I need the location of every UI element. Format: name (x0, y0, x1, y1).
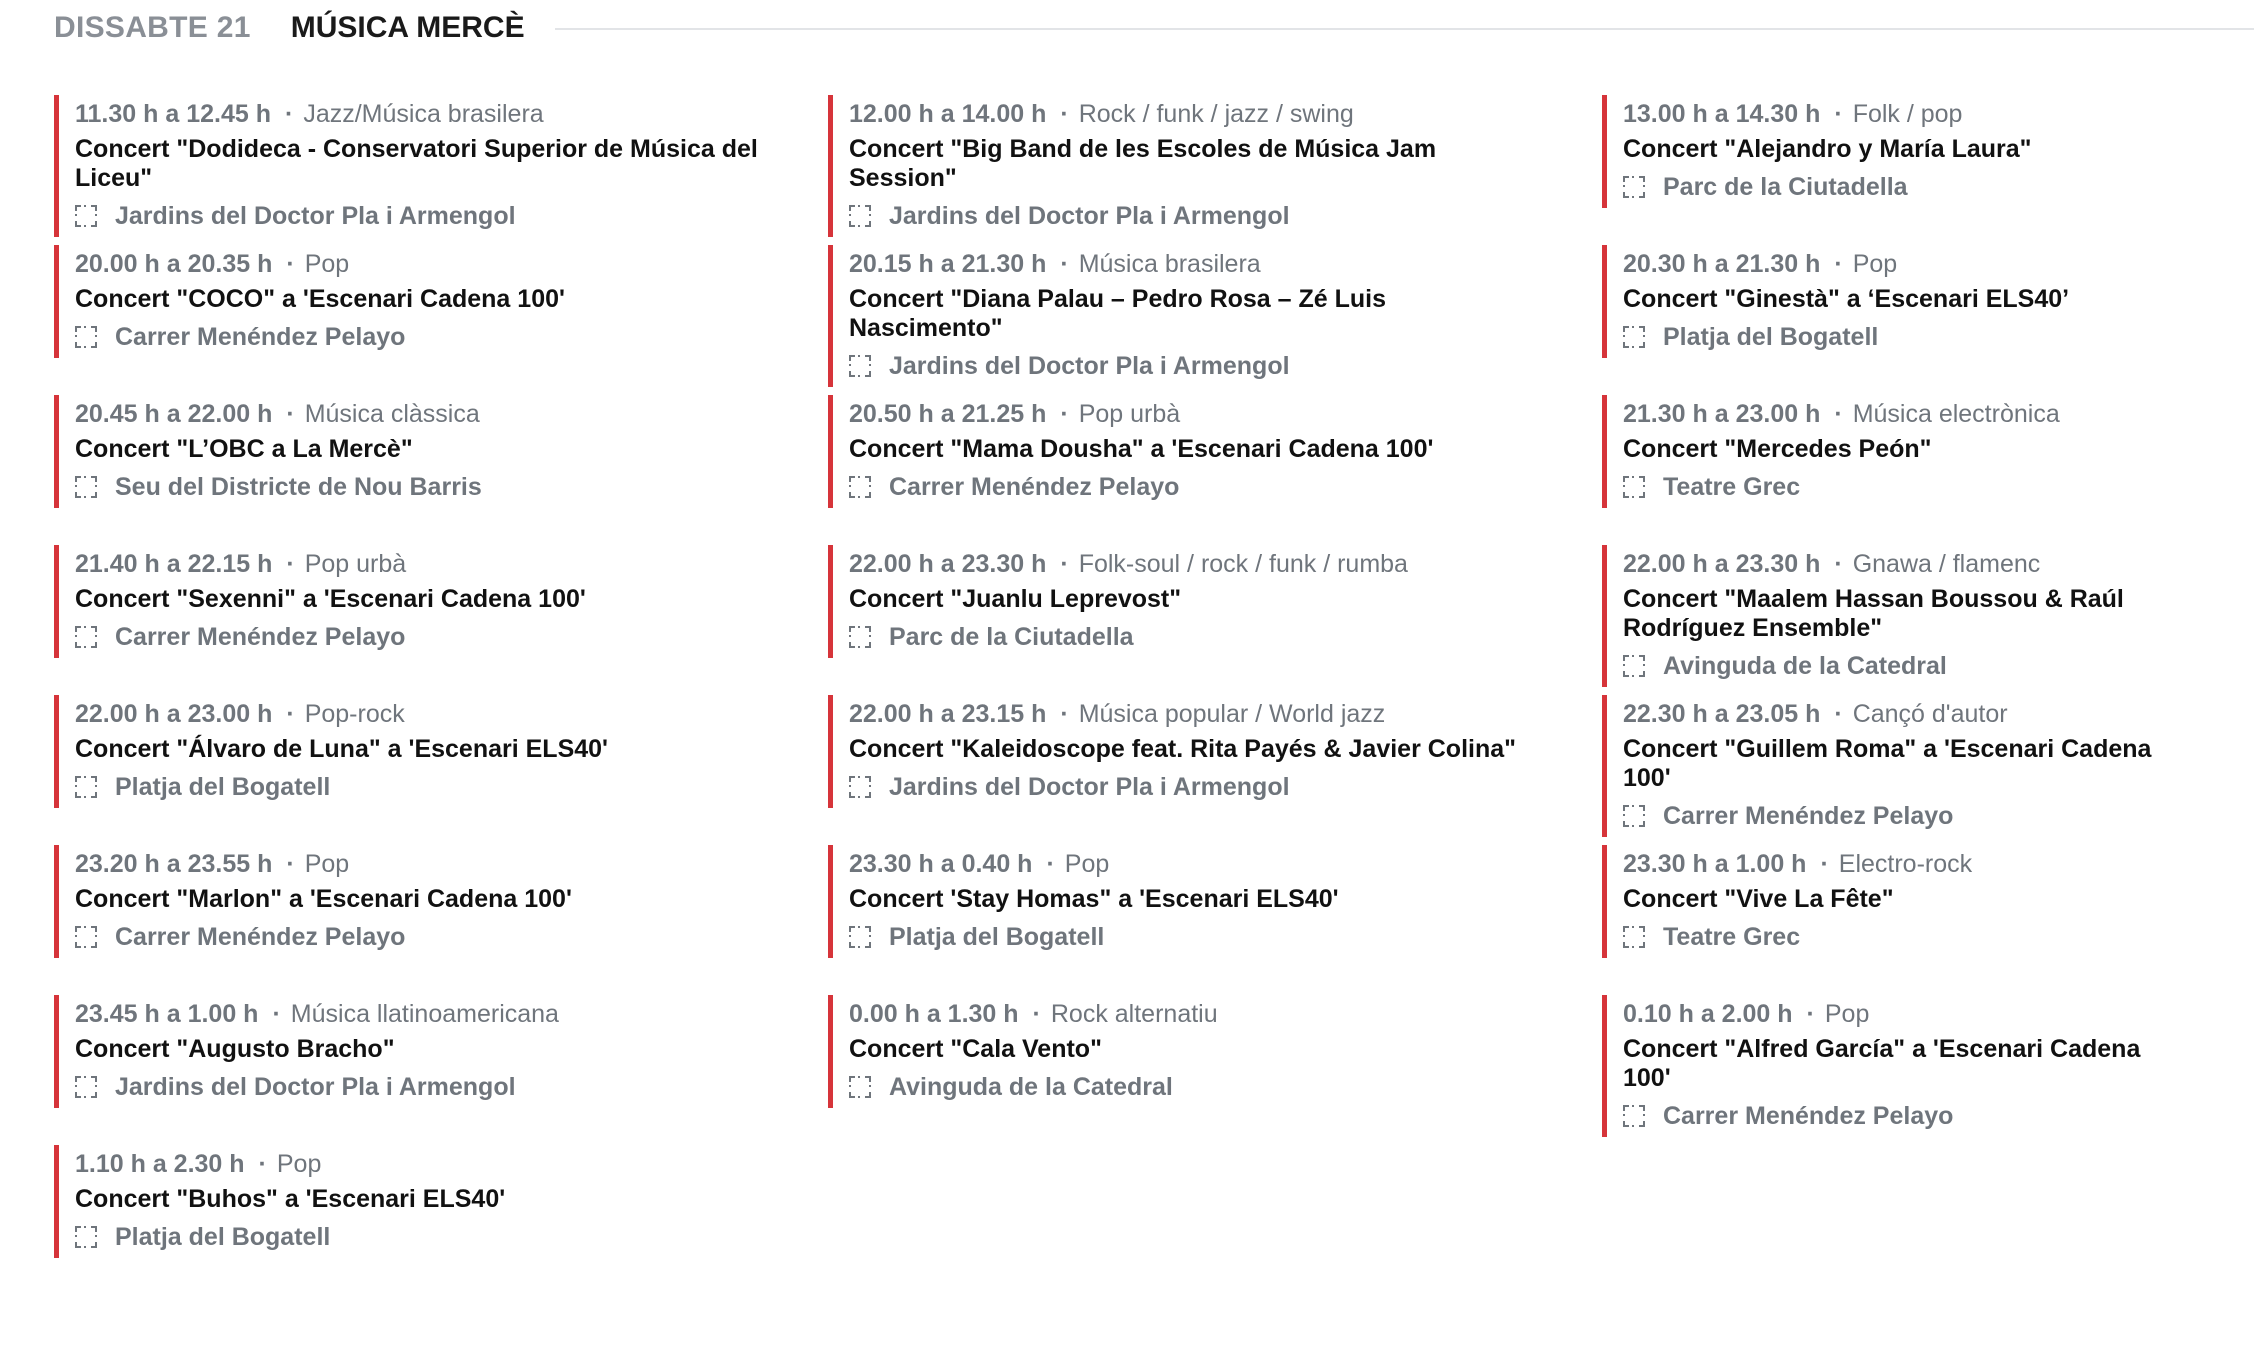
event-card[interactable] (1602, 545, 2242, 687)
event-title[interactable]: Concert "L’OBC a La Mercè" (75, 435, 413, 463)
event-venue-name: Carrer Menéndez Pelayo (115, 923, 406, 951)
event-genre: Pop (304, 850, 350, 878)
event-venue[interactable] (1623, 470, 2182, 504)
event-time: 23.30 h a 0.40 h (849, 850, 1033, 878)
event-title[interactable]: Concert "Augusto Bracho" (75, 1035, 395, 1063)
location-frame-icon (75, 476, 97, 498)
event-venue[interactable] (75, 1220, 768, 1254)
event-venue-name: Jardins del Doctor Pla i Armengol (889, 773, 1290, 801)
event-title[interactable]: Concert "Big Band de les Escoles de Música Jam Session" (849, 135, 1437, 192)
event-time: 0.00 h a 1.30 h (849, 1000, 1019, 1028)
event-card[interactable] (828, 245, 1602, 387)
location-frame-icon (849, 776, 871, 798)
event-time: 1.10 h a 2.30 h (75, 1150, 245, 1178)
event-venue-name: Seu del Districte de Nou Barris (115, 473, 482, 501)
event-venue[interactable] (1623, 320, 2182, 354)
event-venue[interactable] (1623, 170, 2182, 204)
event-time: 20.30 h a 21.30 h (1623, 250, 1821, 278)
event-time: 20.15 h a 21.30 h (849, 250, 1047, 278)
location-frame-icon (849, 205, 871, 227)
separator-dot: · (1834, 250, 1843, 278)
location-frame-icon (1623, 655, 1645, 677)
separator-dot: · (286, 550, 295, 578)
section-header (54, 8, 2254, 48)
separator-dot: · (284, 100, 294, 128)
event-genre: Pop (1824, 1000, 1870, 1028)
event-time: 20.50 h a 21.25 h (849, 400, 1047, 428)
location-frame-icon (849, 926, 871, 948)
event-genre: Música clàssica (304, 400, 480, 428)
separator-dot: · (1834, 100, 1843, 128)
separator-dot: · (1834, 400, 1843, 428)
event-time: 12.00 h a 14.00 h (849, 100, 1047, 128)
event-card[interactable] (54, 695, 828, 808)
separator-dot: · (286, 400, 295, 428)
event-card[interactable] (1602, 695, 2242, 837)
event-venue[interactable] (75, 770, 768, 804)
separator-dot: · (1060, 100, 1069, 128)
event-card[interactable] (828, 995, 1602, 1108)
event-genre: Música electrònica (1852, 400, 2060, 428)
event-title[interactable]: Concert "Alfred García" a 'Escenari Cadena 100' (1623, 1035, 2141, 1092)
event-genre: Música popular / World jazz (1078, 700, 1386, 728)
event-meta (75, 397, 768, 431)
separator-dot: · (1820, 850, 1829, 878)
event-card[interactable] (54, 545, 828, 658)
event-genre: Pop urbà (1078, 400, 1181, 428)
event-genre: Pop (1852, 250, 1898, 278)
event-venue-name: Carrer Menéndez Pelayo (889, 473, 1180, 501)
event-venue-name: Jardins del Doctor Pla i Armengol (889, 352, 1290, 380)
location-frame-icon (1623, 326, 1645, 348)
separator-dot: · (1834, 700, 1843, 728)
event-title[interactable]: Concert "COCO" a 'Escenari Cadena 100' (75, 285, 565, 313)
header-divider (555, 28, 2254, 30)
event-meta (1623, 547, 2182, 581)
event-genre: Rock alternatiu (1050, 1000, 1218, 1028)
event-venue[interactable] (75, 199, 768, 233)
separator-dot: · (286, 700, 295, 728)
event-meta (849, 997, 1542, 1031)
event-genre: Música brasilera (1078, 250, 1261, 278)
separator-dot: · (1046, 850, 1055, 878)
event-genre: Pop (304, 250, 350, 278)
event-title[interactable]: Concert "Buhos" a 'Escenari ELS40' (75, 1185, 506, 1213)
event-card[interactable] (1602, 95, 2242, 208)
event-venue[interactable] (849, 770, 1542, 804)
separator-dot: · (1060, 550, 1069, 578)
event-venue-name: Platja del Bogatell (889, 923, 1105, 951)
event-title[interactable]: Concert "Kaleidoscope feat. Rita Payés & Javier Colina" (849, 735, 1516, 763)
event-title[interactable]: Concert "Álvaro de Luna" a 'Escenari ELS40' (75, 735, 608, 763)
event-venue[interactable] (1623, 799, 2182, 833)
event-venue-name: Carrer Menéndez Pelayo (115, 623, 406, 651)
event-card[interactable] (54, 995, 828, 1108)
event-venue-name: Teatre Grec (1663, 473, 1801, 501)
event-venue-name: Carrer Menéndez Pelayo (1663, 802, 1954, 830)
event-meta (1623, 697, 2182, 731)
separator-dot: · (272, 1000, 281, 1028)
event-meta (849, 547, 1542, 581)
location-frame-icon (1623, 926, 1645, 948)
event-venue-name: Platja del Bogatell (115, 1223, 331, 1251)
event-meta (1623, 247, 2182, 281)
event-title[interactable]: Concert "Mercedes Peón" (1623, 435, 1932, 463)
event-time: 22.00 h a 23.30 h (849, 550, 1047, 578)
event-meta (849, 247, 1542, 281)
event-meta (1623, 997, 2182, 1031)
separator-dot: · (1060, 700, 1069, 728)
event-title[interactable]: Concert 'Stay Homas" a 'Escenari ELS40' (849, 885, 1339, 913)
event-title[interactable]: Concert "Sexenni" a 'Escenari Cadena 100' (75, 585, 586, 613)
event-meta (75, 697, 768, 731)
event-venue[interactable] (75, 920, 768, 954)
event-title[interactable]: Concert "Alejandro y María Laura" (1623, 135, 2032, 163)
event-meta (1623, 397, 2182, 431)
event-card[interactable] (54, 395, 828, 508)
event-time: 20.45 h a 22.00 h (75, 400, 273, 428)
event-card[interactable] (1602, 395, 2242, 508)
separator-dot: · (286, 850, 295, 878)
event-card[interactable] (54, 95, 828, 237)
event-venue-name: Platja del Bogatell (115, 773, 331, 801)
event-card[interactable] (828, 95, 1602, 237)
event-card[interactable] (828, 695, 1602, 808)
location-frame-icon (1623, 476, 1645, 498)
event-time: 22.30 h a 23.05 h (1623, 700, 1821, 728)
event-venue[interactable] (75, 620, 768, 654)
location-frame-icon (849, 355, 871, 377)
location-frame-icon (849, 476, 871, 498)
event-meta (849, 697, 1542, 731)
event-genre: Folk / pop (1852, 100, 1963, 128)
event-venue-name: Platja del Bogatell (1663, 323, 1879, 351)
event-grid (54, 95, 2254, 1295)
event-genre: Pop-rock (304, 700, 405, 728)
separator-dot: · (1834, 550, 1843, 578)
event-venue-name: Jardins del Doctor Pla i Armengol (889, 202, 1290, 230)
separator-dot: · (286, 250, 295, 278)
location-frame-icon (75, 776, 97, 798)
section-title: MÚSICA MERCÈ (290, 11, 525, 44)
event-venue[interactable] (849, 620, 1542, 654)
event-title[interactable]: Concert "Maalem Hassan Boussou & Raúl Rodríguez Ensemble" (1623, 585, 2124, 642)
event-meta (849, 397, 1542, 431)
event-venue[interactable] (1623, 649, 2182, 683)
event-title[interactable]: Concert "Ginestà" a ‘Escenari ELS40’ (1623, 285, 2070, 313)
event-title[interactable]: Concert "Cala Vento" (849, 1035, 1102, 1063)
location-frame-icon (75, 626, 97, 648)
event-card[interactable] (54, 245, 828, 358)
event-time: 23.30 h a 1.00 h (1623, 850, 1807, 878)
event-time: 0.10 h a 2.00 h (1623, 1000, 1793, 1028)
event-card[interactable] (1602, 845, 2242, 958)
event-time: 21.30 h a 23.00 h (1623, 400, 1821, 428)
location-frame-icon (849, 626, 871, 648)
event-time: 23.45 h a 1.00 h (75, 1000, 259, 1028)
event-time: 22.00 h a 23.00 h (75, 700, 273, 728)
event-meta (75, 547, 768, 581)
event-genre: Rock / funk / jazz / swing (1078, 100, 1354, 128)
event-meta (75, 247, 768, 281)
event-meta (849, 847, 1542, 881)
event-genre: Jazz/Música brasilera (303, 100, 544, 128)
event-time: 22.00 h a 23.15 h (849, 700, 1047, 728)
event-meta (1623, 97, 2182, 131)
event-venue[interactable] (75, 470, 768, 504)
event-venue[interactable] (1623, 1099, 2182, 1133)
location-frame-icon (1623, 176, 1645, 198)
event-card[interactable] (828, 545, 1602, 658)
event-time: 23.20 h a 23.55 h (75, 850, 273, 878)
event-card[interactable] (828, 395, 1602, 508)
event-meta (849, 97, 1542, 131)
separator-dot: · (1806, 1000, 1815, 1028)
event-venue[interactable] (849, 349, 1542, 383)
event-meta (75, 97, 768, 131)
event-genre: Folk-soul / rock / funk / rumba (1078, 550, 1408, 578)
event-time: 11.30 h a 12.45 h (75, 100, 271, 128)
location-frame-icon (75, 326, 97, 348)
event-card[interactable] (54, 845, 828, 958)
event-genre: Gnawa / flamenc (1852, 550, 2041, 578)
event-title[interactable]: Concert "Mama Dousha" a 'Escenari Cadena 100' (849, 435, 1434, 463)
separator-dot: · (1060, 400, 1069, 428)
event-card[interactable] (54, 1145, 828, 1258)
event-genre: Música llatinoamericana (290, 1000, 559, 1028)
event-venue[interactable] (1623, 920, 2182, 954)
event-venue-name: Parc de la Ciutadella (1663, 173, 1908, 201)
event-time: 20.00 h a 20.35 h (75, 250, 273, 278)
event-time: 13.00 h a 14.30 h (1623, 100, 1821, 128)
event-genre: Cançó d'autor (1852, 700, 2008, 728)
event-title[interactable]: Concert "Vive La Fête" (1623, 885, 1894, 913)
event-title[interactable]: Concert "Juanlu Leprevost" (849, 585, 1182, 613)
location-frame-icon (1623, 805, 1645, 827)
event-venue-name: Avinguda de la Catedral (1663, 652, 1947, 680)
event-genre: Pop (276, 1150, 322, 1178)
event-venue-name: Jardins del Doctor Pla i Armengol (115, 202, 516, 230)
event-venue[interactable] (75, 1070, 768, 1104)
event-card[interactable] (1602, 245, 2242, 358)
separator-dot: · (1060, 250, 1069, 278)
location-frame-icon (1623, 1105, 1645, 1127)
event-time: 21.40 h a 22.15 h (75, 550, 273, 578)
event-venue-name: Avinguda de la Catedral (889, 1073, 1173, 1101)
day-label: DISSABTE 21 (54, 11, 251, 44)
location-frame-icon (75, 926, 97, 948)
event-title[interactable]: Concert "Diana Palau – Pedro Rosa – Zé Luis Nascimento" (849, 285, 1387, 342)
event-title[interactable]: Concert "Marlon" a 'Escenari Cadena 100' (75, 885, 572, 913)
event-venue[interactable] (849, 199, 1542, 233)
location-frame-icon (75, 1226, 97, 1248)
event-meta (75, 847, 768, 881)
location-frame-icon (75, 1076, 97, 1098)
separator-dot: · (258, 1150, 267, 1178)
event-time: 22.00 h a 23.30 h (1623, 550, 1821, 578)
location-frame-icon (75, 205, 97, 227)
event-card[interactable] (1602, 995, 2242, 1137)
event-card[interactable] (828, 845, 1602, 958)
event-venue-name: Jardins del Doctor Pla i Armengol (115, 1073, 516, 1101)
event-title[interactable]: Concert "Dodideca - Conservatori Superior de Música del Liceu" (75, 135, 758, 192)
event-venue[interactable] (849, 470, 1542, 504)
separator-dot: · (1032, 1000, 1041, 1028)
event-venue-name: Teatre Grec (1663, 923, 1801, 951)
event-meta (1623, 847, 2182, 881)
event-title[interactable]: Concert "Guillem Roma" a 'Escenari Cadena 100' (1623, 735, 2152, 792)
event-genre: Electro-rock (1838, 850, 1973, 878)
event-meta (75, 997, 768, 1031)
event-genre: Pop urbà (304, 550, 407, 578)
event-venue-name: Parc de la Ciutadella (889, 623, 1134, 651)
event-venue-name: Carrer Menéndez Pelayo (115, 323, 406, 351)
event-venue[interactable] (849, 920, 1542, 954)
event-venue-name: Carrer Menéndez Pelayo (1663, 1102, 1954, 1130)
event-venue[interactable] (849, 1070, 1542, 1104)
event-venue[interactable] (75, 320, 768, 354)
event-genre: Pop (1064, 850, 1110, 878)
event-meta (75, 1147, 768, 1181)
location-frame-icon (849, 1076, 871, 1098)
